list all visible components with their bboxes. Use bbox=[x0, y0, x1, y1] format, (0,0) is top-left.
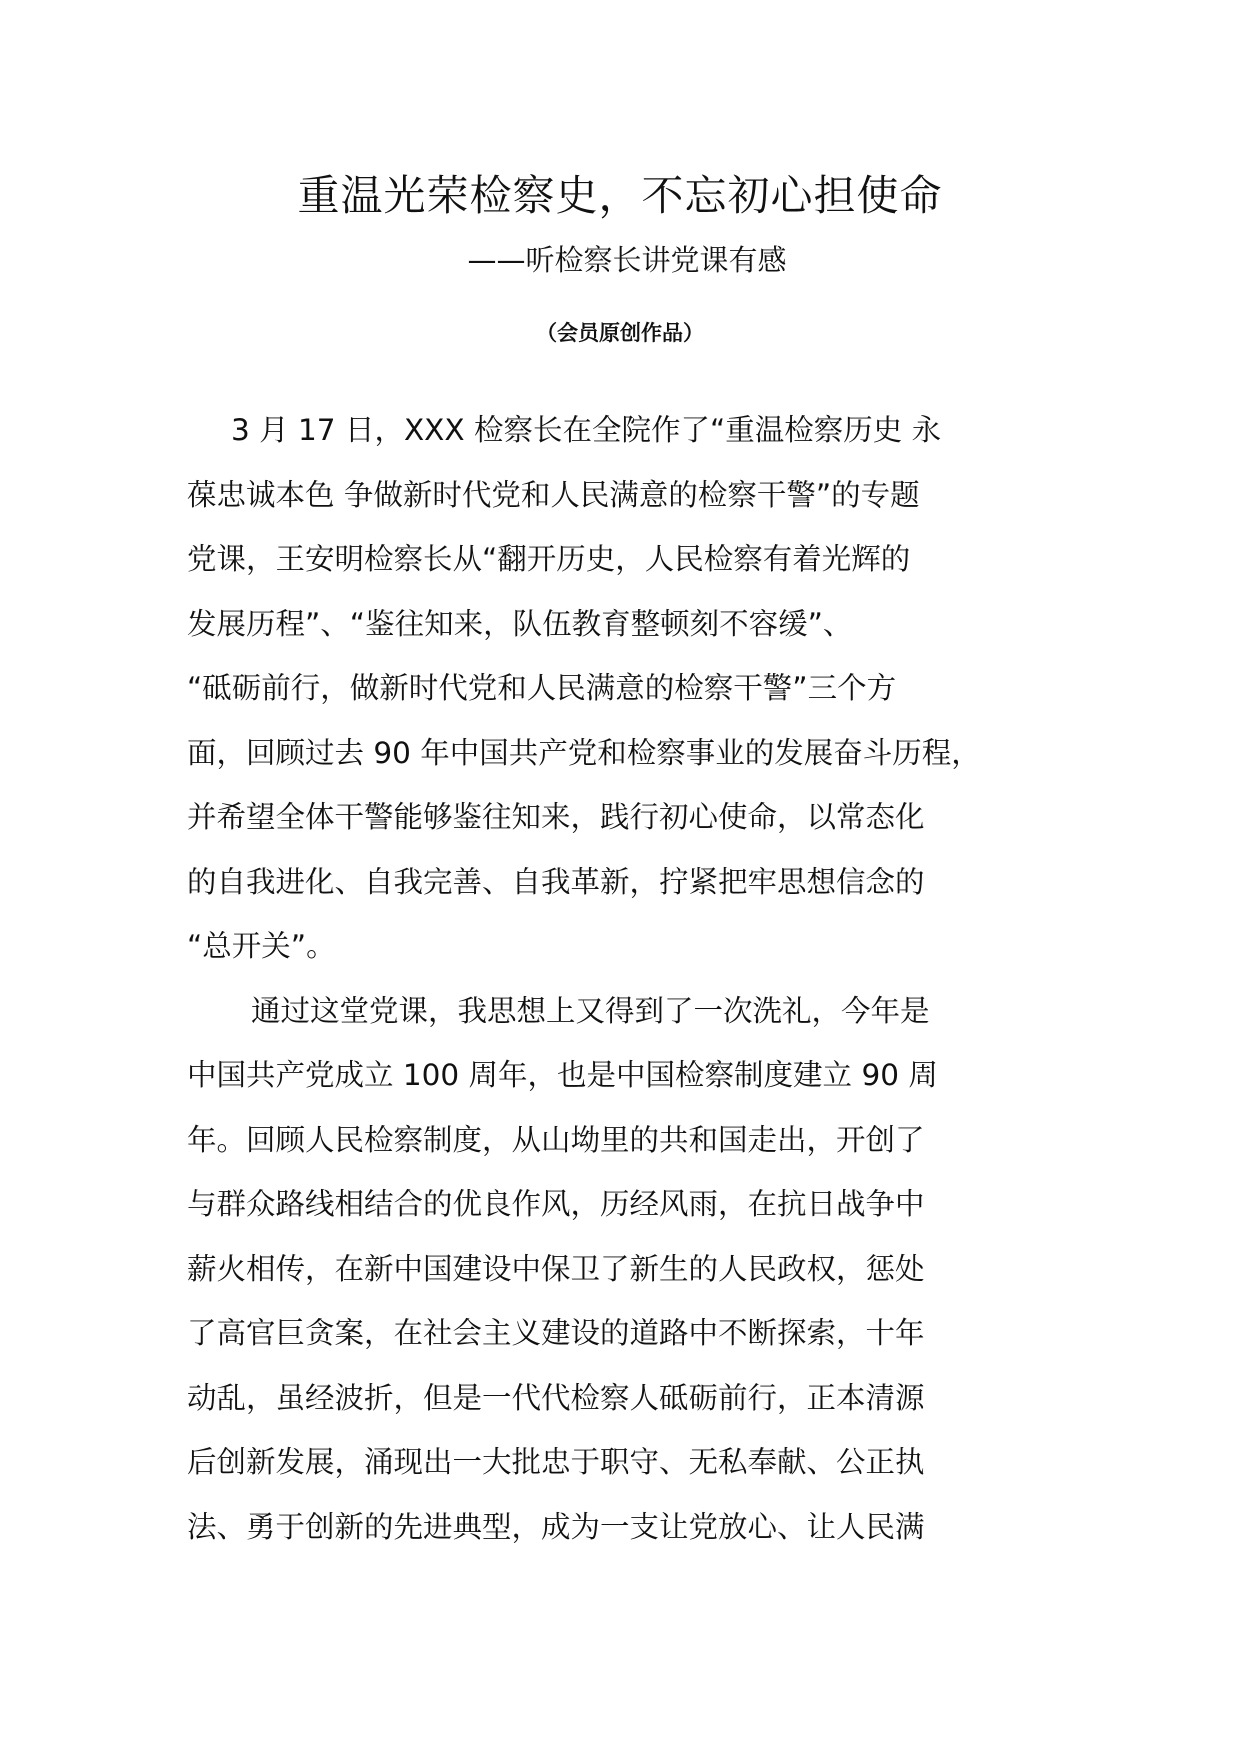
text-line: 年。回顾人民检察制度，从山坳里的共和国走出，开创了 bbox=[187, 1122, 925, 1157]
text-line: 了高官巨贪案，在社会主义建设的道路中不断探索，十年 bbox=[187, 1316, 925, 1350]
text-line: 薪火相传，在新中国建设中保卫了新生的人民政权，惩处 bbox=[187, 1251, 925, 1286]
author-note: （会员原创作品） bbox=[536, 321, 704, 345]
text-line: 动乱，虽经波折，但是一代代检察人砥砺前行，正本清源 bbox=[187, 1380, 925, 1415]
text-line: 面，回顾过去 90 年中国共产党和检察事业的发展奋斗历程， bbox=[187, 735, 981, 770]
text-line: 后创新发展，涌现出一大批忠于职守、无私奉献、公正执 bbox=[187, 1445, 925, 1479]
text-line: 发展历程”、“鉴往知来，队伍教育整顿刻不容缓”、 bbox=[187, 606, 853, 641]
text-line: 葆忠诚本色 争做新时代党和人民满意的检察干警”的专题 bbox=[187, 477, 920, 512]
text-line: “总开关”。 bbox=[187, 929, 336, 963]
document-body bbox=[187, 398, 1057, 1559]
text-line: 与群众路线相结合的优良作风，历经风雨，在抗日战争中 bbox=[187, 1187, 925, 1221]
paragraph-1 bbox=[187, 398, 1057, 979]
text-line: 法、勇于创新的先进典型，成为一支让党放心、让人民满 bbox=[187, 1509, 925, 1544]
text-line: 并希望全体干警能够鉴往知来，践行初心使命，以常态化 bbox=[187, 800, 925, 834]
document-subtitle: ——听检察长讲党课有感 bbox=[467, 243, 787, 277]
text-line: 3 月 17 日，XXX 检察长在全院作了“重温检察历史 永 bbox=[231, 413, 942, 447]
text-line: 中国共产党成立 100 周年，也是中国检察制度建立 90 周 bbox=[187, 1058, 938, 1092]
document-title: 重温光荣检察史，不忘初心担使命 bbox=[297, 171, 943, 220]
paragraph-2 bbox=[187, 979, 1057, 1560]
text-line: 的自我进化、自我完善、自我革新，拧紧把牢思想信念的 bbox=[187, 864, 925, 899]
text-line: 党课，王安明检察长从“翻开历史，人民检察有着光辉的 bbox=[187, 542, 911, 576]
text-line: “砥砺前行，做新时代党和人民满意的检察干警”三个方 bbox=[187, 671, 897, 705]
text-line: 通过这堂党课，我思想上又得到了一次洗礼，今年是 bbox=[251, 993, 930, 1028]
